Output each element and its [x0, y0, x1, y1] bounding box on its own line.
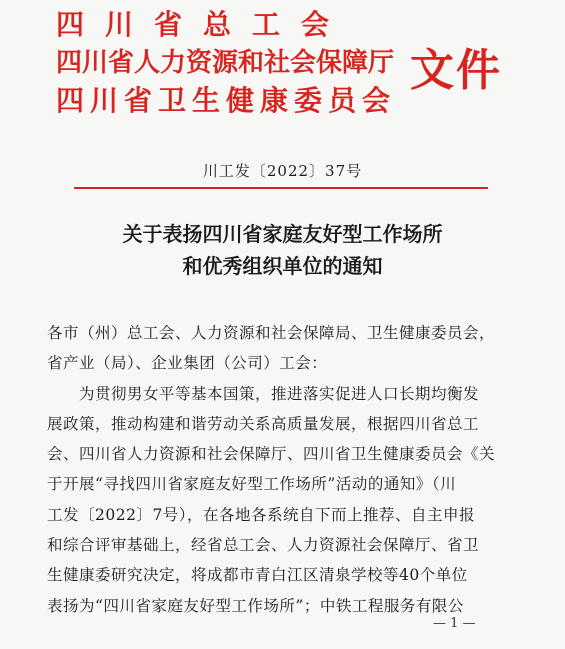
body-line: 和综合评审基础上，经省总工会、人力资源社会保障厅、省卫 — [47, 536, 480, 555]
title-line: 和优秀组织单位的通知 — [182, 254, 383, 278]
body-line: 表扬为“四川省家庭友好型工作场所”；中铁工程服务有限公 — [47, 596, 464, 615]
body-line: 各市（州）总工会、人力资源和社会保障局、卫生健康委员会， — [47, 324, 496, 342]
body-line: 于开展“寻找四川省家庭友好型工作场所”活动的通知》（川 — [47, 475, 457, 494]
document-number: 川工发〔2022〕37号 — [202, 162, 363, 180]
document-title — [0, 218, 565, 282]
body-line: 会、四川省人力资源和社会保障厅、四川省卫生健康委员会《关 — [47, 445, 496, 464]
document-body — [47, 318, 497, 621]
issuer-name: 四川省总工会 — [56, 8, 351, 41]
doc-type-label: 文件 — [410, 45, 502, 96]
body-line: 为贯彻男女平等基本国策，推进落实促进人口长期均衡发 — [79, 384, 480, 403]
issuer-block — [56, 6, 416, 120]
red-divider — [74, 187, 488, 189]
issuer-name: 四川省卫生健康委员会 — [56, 84, 397, 117]
body-line: 省产业（局）、企业集团（公司）工会： — [47, 354, 328, 373]
page-number: — 1 — — [433, 616, 476, 631]
issuer-name: 四川省人力资源和社会保障厅 — [56, 48, 395, 78]
body-line: 生健康委研究决定，将成都市青白江区清泉学校等40个单位 — [47, 566, 468, 585]
body-line: 工发〔2022〕7号），在各地各系统自下而上推荐、自主申报 — [47, 505, 476, 524]
body-line: 展政策，推动构建和谐劳动关系高质量发展，根据四川省总工 — [47, 414, 480, 433]
title-line: 关于表扬四川省家庭友好型工作场所 — [122, 222, 443, 246]
